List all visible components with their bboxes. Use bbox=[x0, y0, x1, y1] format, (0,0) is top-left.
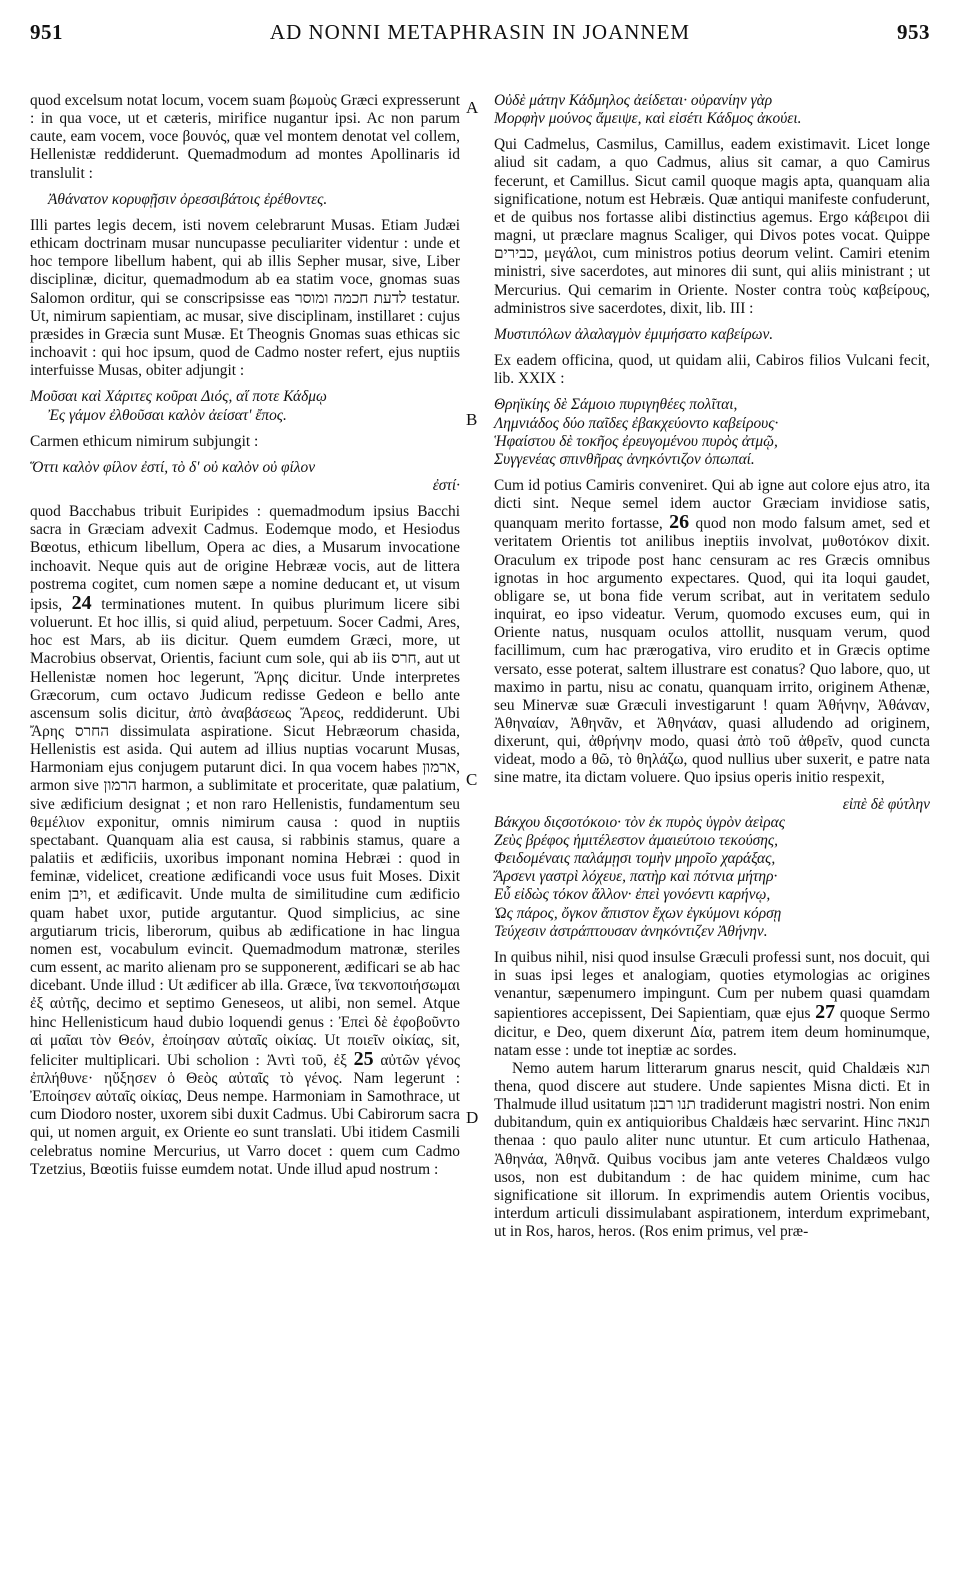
page-number-right: 953 bbox=[897, 20, 930, 44]
inline-number: 24 bbox=[71, 591, 92, 614]
running-header bbox=[30, 12, 930, 52]
verse-line: Ὅττι καλὸν φίλον ἐστί, τὸ δ' οὐ καλὸν οὐ φίλον bbox=[30, 458, 316, 476]
verse-line: εἰπὲ δὲ φύτλην bbox=[842, 795, 930, 813]
paragraph-text: In quibus nihil, nisi quod insulse Græculi professi sunt, nos docuit, qui in suas ipsi leges et analogiam, quoties etymologias ac origines venantur, sæpenumero impingunt. Cum per nubem quasi quamdam sapientiores accepissent, Dei Sapientiam, quæ ejus bbox=[494, 948, 930, 1023]
verse-line: Λημνιάδος δύο παῖδες ἐβακχεύοντο καβείρους· bbox=[494, 414, 779, 432]
section-marker-b: B bbox=[466, 410, 478, 429]
paragraph: Ex eadem officina, quod, ut quidam alii, Cabiros filios Vulcani fecit, lib. XXIX : bbox=[494, 352, 930, 388]
greek-verse bbox=[494, 92, 930, 128]
section-marker-d: D bbox=[466, 1108, 479, 1127]
left-column bbox=[30, 92, 460, 1179]
greek-verse bbox=[30, 388, 460, 424]
paragraph: Carmen ethicum nimirum subjungit : bbox=[30, 432, 259, 450]
paragraph: Qui Cadmelus, Casmilus, Camillus, eadem existimavit. Licet longe aliud sit cadam, a quo Cadmus, alius sit camar, a quo Camirus fecerunt, et Camillus. Sicut camil quoque magis apta, quanquam alia significatione, notum est Hebræis. Quæ antiqui manifeste confuderunt, et de quibus nos fortasse alibi distinctius agemus. Ergo κάβειροι dii magni, ut præclare magnus Scaliger, qui Divos potes vocat. Quippe כבירים, μεγάλοι, cum ministros potius deorum velint. Camiri etenim ministri, sive sacerdotes, aut minores dii sunt, qui aliis ministrant ; ut Mercurius. Qui cemarim in Oriente. Noster contra τοὺς καβείρους, administros sive sacerdotes, dixit, lib. III : bbox=[494, 136, 930, 317]
greek-verse bbox=[30, 459, 460, 495]
inline-number: 26 bbox=[669, 511, 690, 534]
greek-verse bbox=[494, 326, 930, 344]
paragraph-text: quod non modo falsum amet, sed et veritatem Orientis tot anilibus ineptiis involvat, μυθοτόκον dixit. Oraculum ex tripode post hanc censuram ac res Græcis omnibus ignotas in hoc argumento expectares. Quod, qui ita loqui gaudet, obligare se, ut bona fide verum scribat, aut in veritatem sedulo inquirat, eo ipso videatur. Verum, quomodo excuses eum, qui in Oriente natus, nusquam oculos attollit, nusquam verum, quod facillimum, cum hac prærogativa, viro erudito et in Græcis optime versato, esse poterat, saltem illustrare est conatus? Quo labore, quo, ut maximo in partu, nisu ac conatu, quanquam irrito, originem Athenæ, seu Minervæ suæ Græculi investigarunt ! quam Ἀθήνην, Ἀθάναν, Ἀθηναίαν, Ἀθηνᾶν, et Ἀθηνάαν, quasi alludendo ad originem, dixerunt, qui, ἀθρήνην modo, quasi ἀπὸ τοῦ ἀθρεῖν, quod cuncta videat, modo a θῶ, τὸ θηλάζω, quod nullius uber suxerit, e patre nata sine matre, ita dictam voluere. Quo ipsius operis initio respexit, bbox=[494, 515, 931, 787]
verse-line: ἐστί· bbox=[432, 476, 460, 494]
verse-line: Ἀθάνατον κορυφῇσιν ὀρεσσιβάτοις ἐρέθοντες. bbox=[48, 190, 328, 208]
verse-line: Ἐς γάμον ἐλθοῦσαι καλὸν ἀείσατ' ἔπος. bbox=[48, 406, 287, 424]
verse-line: Ἄρσενι γαστρὶ λόχευε, πατὴρ καὶ πότνια μήτηρ· bbox=[494, 868, 778, 886]
paragraph bbox=[30, 503, 460, 1179]
verse-line: Θρηϊκίης δὲ Σάμοιο πυριγηθέες πολῖται, bbox=[494, 396, 738, 414]
verse-line: Μορφὴν μούνος ἄμειψε, καὶ εἰσέτι Κάδμος ἀκούει. bbox=[494, 110, 802, 128]
verse-line: Συγγενέας σπινθῆρας ἀνηκόντιζον ὀπωπαί. bbox=[494, 450, 755, 468]
greek-verse bbox=[494, 396, 930, 469]
inline-number: 27 bbox=[815, 1001, 836, 1024]
paragraph bbox=[494, 949, 930, 1060]
verse-line: Τεύχεσιν ἀστράπτουσαν ἀνηκόντιζεν Ἀθήνην. bbox=[494, 922, 768, 940]
verse-line: Ἡφαίστου δὲ τοκῆος ἐρευγομένου πυρὸς ἀτμῷ, bbox=[494, 432, 778, 450]
verse-line: Εὖ εἰδὼς τόκον ἄλλον· ἐπεὶ γονόεντι καρήνῳ, bbox=[494, 886, 771, 904]
verse-line: Ὡς πάρος, ὄγκον ἄπιστον ἔχων ἐγκύμονι κόρσῃ bbox=[494, 904, 782, 922]
paragraph-text: quoque Sermo dicitur, e Deo, quem dixerunt Δία, patrem item deum hominumque, natam esse : unde tot ineptiæ ac sordes. bbox=[494, 1005, 930, 1059]
page-number-left: 951 bbox=[30, 20, 63, 44]
verse-line: Βάκχου διςσοτόκοιο· τὸν ἐκ πυρὸς ὑγρὸν ἀεὶρας bbox=[494, 813, 785, 831]
greek-verse bbox=[494, 796, 930, 941]
section-marker-c: C bbox=[466, 770, 478, 789]
running-title: AD NONNI METAPHRASIN IN JOANNEM bbox=[269, 20, 691, 44]
section-marker-a: A bbox=[466, 98, 479, 117]
paragraph-text: Cum id potius Camiris conveniret. Qui ab igne aut colore ejus atro, ita dicti sint. Neque semel idem auctor Græciam invidiose satis, quanquam merito fortasse, bbox=[494, 476, 930, 533]
inline-number: 25 bbox=[353, 1047, 374, 1070]
paragraph: Illi partes legis decem, isti novem celebrarunt Musas. Etiam Judæi ethicam doctrinam musar nuncupasse peculiariter videntur : unde et hoc tempore libellum habent, qui ab illis Sepher musar, sive, Liber disciplinæ, dicitur, quemadmodum ab ea statim voce, gnomas suas Salomon orditur, qui se conscripsisse eas לדעת חכמה ומוסר testatur. Ut, nimirum sapientiam, ac musar, sive disciplinam, instillaret : cujus præsides in Græcia sunt Musæ. Et Theognis Gnomas suas ethicas sic inchoavit : qui hoc ipsum, quod de Cadmo noster refert, ejus nuptiis interfuisse Musas, obiter adjungit : bbox=[30, 216, 460, 380]
verse-line: Μυστιπόλων ἀλαλαγμὸν ἐμιμήσατο καβείρων. bbox=[494, 325, 774, 343]
verse-line: Φειδομέναις παλάμῃσι τομὴν μηροῖο χαράξας, bbox=[494, 850, 776, 868]
verse-line: Μοῦσαι καὶ Χάριτες κοῦραι Διός, αἵ ποτε Κάδμῳ bbox=[30, 388, 327, 406]
paragraph: Nemo autem harum litterarum gnarus nescit, quid Chaldæis תנא thena, quod discere aut studere. Unde sapientes Misna dicti. Et in Thalmude illud usitatum תנו רבנן tradiderunt magistri nostri. Non enim dubitandum, quin ex antiquioribus Chaldæis hæc servarint. Hinc תנאה thenaa : quo paulo aliter nunc utuntur. Et cum articulo Hathenaa, Ἀθηνάα, Ἀθηνᾶ. Quibus vocibus jam ante veteres Chaldæos vulgo usos, non est dubitandum : de hac quidem minime, cum hac significatione sit illorum. In exprimendis autem Orientis vocibus, interdum articuli dissimulabant aspirationem, interdum exprimebant, ut in Ros, haros, heros. (Ros enim primus, vel præ- bbox=[494, 1059, 930, 1241]
right-column bbox=[494, 92, 930, 1241]
paragraph-text: αὐτῶν γένος ἐπλήθυνε· ηὔξησεν ὁ Θεὸς αὐταῖς τὸ γένος. Nam legerunt : Ἐποίησεν αὐταῖς οἰκίας, Deus nempe. Harmoniam in Samothrace, ut cum Diodoro noster, uxorem sibi duxit Cadmus. Ubi Cabirorum sacra qui, ut nomen arguit, ex Oriente eo sunt translati. Ubi itidem Casmili celebratus nomine Mercurius, ut Varro docet : quem cum Cadmo Tzetzius, Bœotiis fuisse eumdem notat. Unde illud apud nostrum : bbox=[30, 1051, 460, 1178]
paragraph bbox=[494, 477, 930, 788]
greek-verse bbox=[30, 191, 460, 209]
paragraph: quod excelsum notat locum, vocem suam βωμοὺς Græci expresserunt : in qua voce, ut et cæteris, mirifice nugantur ipsi. Ac non parum caute, eam vocem, voce βουνός, quæ vel montem denotat vel collem, Hellenistæ reddiderunt. Quemadmodum ad montes Apollinaris id translulit : bbox=[30, 92, 460, 182]
paragraph-text: terminationes mutent. In quibus plurimum licere sibi voluerunt. Et hoc illis, si quid aliud, perpetuum. Socer Cadmi, Ares, hoc est Mars, ab iis dicitur. Quem eumdem Græci, more, ut Macrobius observat, Orientis, faciunt cum sole, qui ab iis חרס, aut ut Hellenistæ nomen hoc legerunt, Ἄρης dicitur. Unde interpretes Græcorum, cum octavo Judicum redisse Gedeon e bello ante ascensum solis dicitur, ἀπὸ ἀναβάσεως Ἄρεος, reddiderunt. Ubi Ἄρης החרס dissimulata aspiratione. Sicut Hebræorum chasida, Hellenistis est asida. Qui autem ad illius nuptias vocarunt Musas, Harmoniam ejus conjugem putarunt dici. In qua vocem habes ארמון, armon sive הרמון harmon, a sublimitate et proceritate, quæ palatium, sive ædificium designat ; et non raro Hellenistis, fundamentum seu θεμέλιον exponitur, omnis nimirum causa : quod in nuptiis spectabant. Quanquam alia est causa, si rabbinis stamus, quare a palatiis et ædificiis, uxoribus imponant nomina Hebræi : quod in feminæ, videlicet, creatione ædificandi voce usus fuit Moses. Dixit enim ויבן, et ædificavit. Unde multa de similitudine cum ædificio quam habet uxor, putide argutantur. Quod simplicius, ac sine argutiarum tricis, liberorum, quibus ab ædificatione in hac lingua nomen est, vocabulum evincit. Quemadmodum matronæ, steriles cum essent, ac marito alienam pro se supponerent, ædificari se ab hac dicebant. Unde illud : Ut ædificer ab illa. Græce, ἵνα τεκνοποιήσωμαι ἐξ αὐτῆς, decimo et septimo Geneseos, ut alibi, non semel. Atque hinc Hellenisticum haud dubio loquendi genus : Ἐπεὶ δὲ ἐφοβοῦντο αἱ μαῖαι τὸν Θεόν, ἐποίησαν αὐταῖς οἰκίας. Ut ποιεῖν οἰκίας, sit, feliciter multiplicari. Ubi scholion : Ἀντὶ τοῦ, ἐξ bbox=[30, 595, 461, 1069]
verse-line: Ζεὺς βρέφος ἡμιτέλεστον ἀμαιεύτοιο τεκούσης, bbox=[494, 831, 778, 849]
verse-line: Οὐδὲ μάτην Κάδμηλος ἀείδεται· οὐρανίην γὰρ bbox=[494, 92, 773, 109]
paragraph-text: quod Bacchabus tribuit Euripides : quemadmodum ipsius Bacchi sacra in Græciam advexit Cadmus. Eodemque modo, et Hesiodus Bœotus, ethicum libellum, Opera ac dies, a Musarum invocatione inchoavit. Neque quis aut de origine Hebrææ vocis, aut de littera postrema cogitet, cum nomen sæpe a nomine deducant et, ut visum ipsis, bbox=[30, 503, 460, 613]
